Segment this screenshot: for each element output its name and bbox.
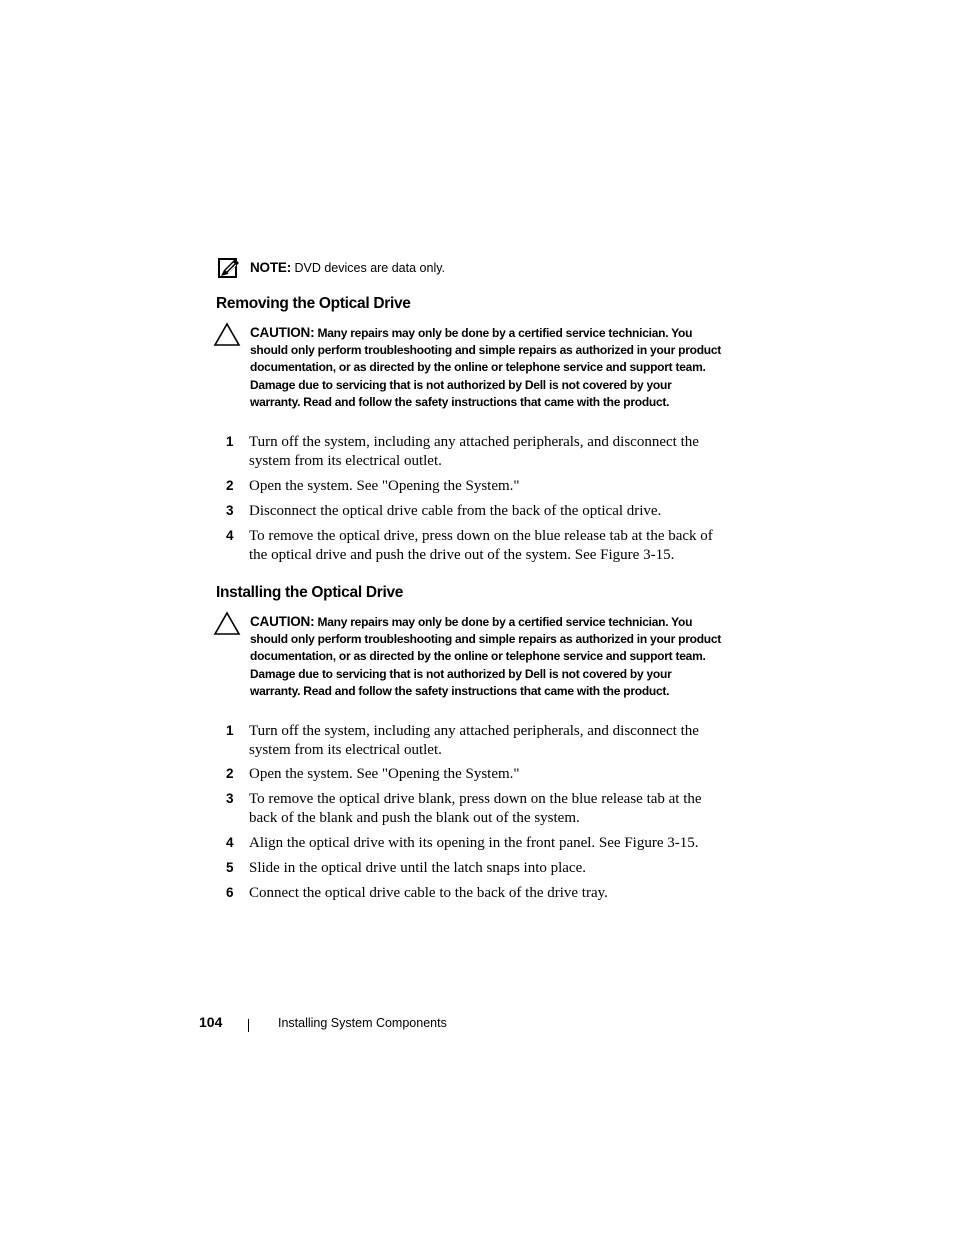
list-item xyxy=(216,790,726,834)
step-number: 4 xyxy=(226,528,234,543)
step-text: Align the optical drive with its opening in the front panel. See Figure 3-15. xyxy=(249,835,699,851)
list-item xyxy=(216,859,726,884)
page-number: 104 xyxy=(199,1014,223,1030)
list-item xyxy=(216,502,726,527)
step-number: 2 xyxy=(226,478,234,493)
step-number: 1 xyxy=(226,723,234,738)
step-number: 2 xyxy=(226,766,234,781)
section-heading-installing: Installing the Optical Drive xyxy=(216,584,404,601)
note-block xyxy=(216,256,716,280)
list-item xyxy=(216,477,726,502)
caution-body: Many repairs may only be done by a certified service technician. You should only perform troubleshooting and simple repairs as authorized in your product documentation, or as directed by the online or telephone service and support team. Damage due to servicing that is not authorized by Dell is not covered by your warranty. Read and follow the safety instructions that came with the product. xyxy=(250,615,722,698)
list-item xyxy=(216,884,726,909)
caution-block-installing xyxy=(213,613,723,700)
pencil-note-icon xyxy=(218,257,240,279)
step-text: Turn off the system, including any attached peripherals, and disconnect the system from its electrical outlet. xyxy=(249,723,699,758)
step-text: Open the system. See "Opening the System." xyxy=(249,478,520,494)
list-item xyxy=(216,722,726,765)
step-text: To remove the optical drive blank, press down on the blue release tab at the back of the blank and push the blank out of the system. xyxy=(249,791,702,826)
step-number: 5 xyxy=(226,860,234,875)
section-heading-removing: Removing the Optical Drive xyxy=(216,295,411,312)
step-text: To remove the optical drive, press down on the blue release tab at the back of the optical drive and push the drive out of the system. See Figure 3-15. xyxy=(249,528,713,563)
note-body: DVD devices are data only. xyxy=(291,261,446,275)
list-item xyxy=(216,527,726,571)
step-number: 3 xyxy=(226,791,234,806)
note-text xyxy=(250,260,445,275)
step-text: Turn off the system, including any attached peripherals, and disconnect the system from its electrical outlet. xyxy=(249,434,699,469)
caution-body: Many repairs may only be done by a certified service technician. You should only perform troubleshooting and simple repairs as authorized in your product documentation, or as directed by the online or telephone service and support team. Damage due to servicing that is not authorized by Dell is not covered by your warranty. Read and follow the safety instructions that came with the product. xyxy=(250,326,722,409)
page-footer xyxy=(0,1014,954,1036)
steps-list-installing xyxy=(216,722,726,909)
list-item xyxy=(216,765,726,790)
step-number: 1 xyxy=(226,434,234,449)
footer-divider xyxy=(248,1019,249,1032)
list-item xyxy=(216,834,726,859)
caution-triangle-icon xyxy=(213,611,241,637)
caution-block-removing xyxy=(213,324,723,411)
step-text: Disconnect the optical drive cable from the back of the optical drive. xyxy=(249,503,662,519)
step-text: Slide in the optical drive until the latch snaps into place. xyxy=(249,860,587,876)
step-number: 3 xyxy=(226,503,234,518)
step-number: 6 xyxy=(226,885,234,900)
note-label: NOTE: xyxy=(250,260,291,275)
caution-text-installing xyxy=(250,613,723,700)
steps-list-removing xyxy=(216,433,726,571)
step-number: 4 xyxy=(226,835,234,850)
caution-triangle-icon xyxy=(213,322,241,348)
caution-label: CAUTION: xyxy=(250,325,315,340)
list-item xyxy=(216,433,726,477)
caution-label: CAUTION: xyxy=(250,614,315,629)
step-text: Connect the optical drive cable to the back of the drive tray. xyxy=(249,885,608,901)
footer-section-title: Installing System Components xyxy=(278,1016,447,1030)
step-text: Open the system. See "Opening the System." xyxy=(249,766,520,782)
caution-text-removing xyxy=(250,324,723,411)
